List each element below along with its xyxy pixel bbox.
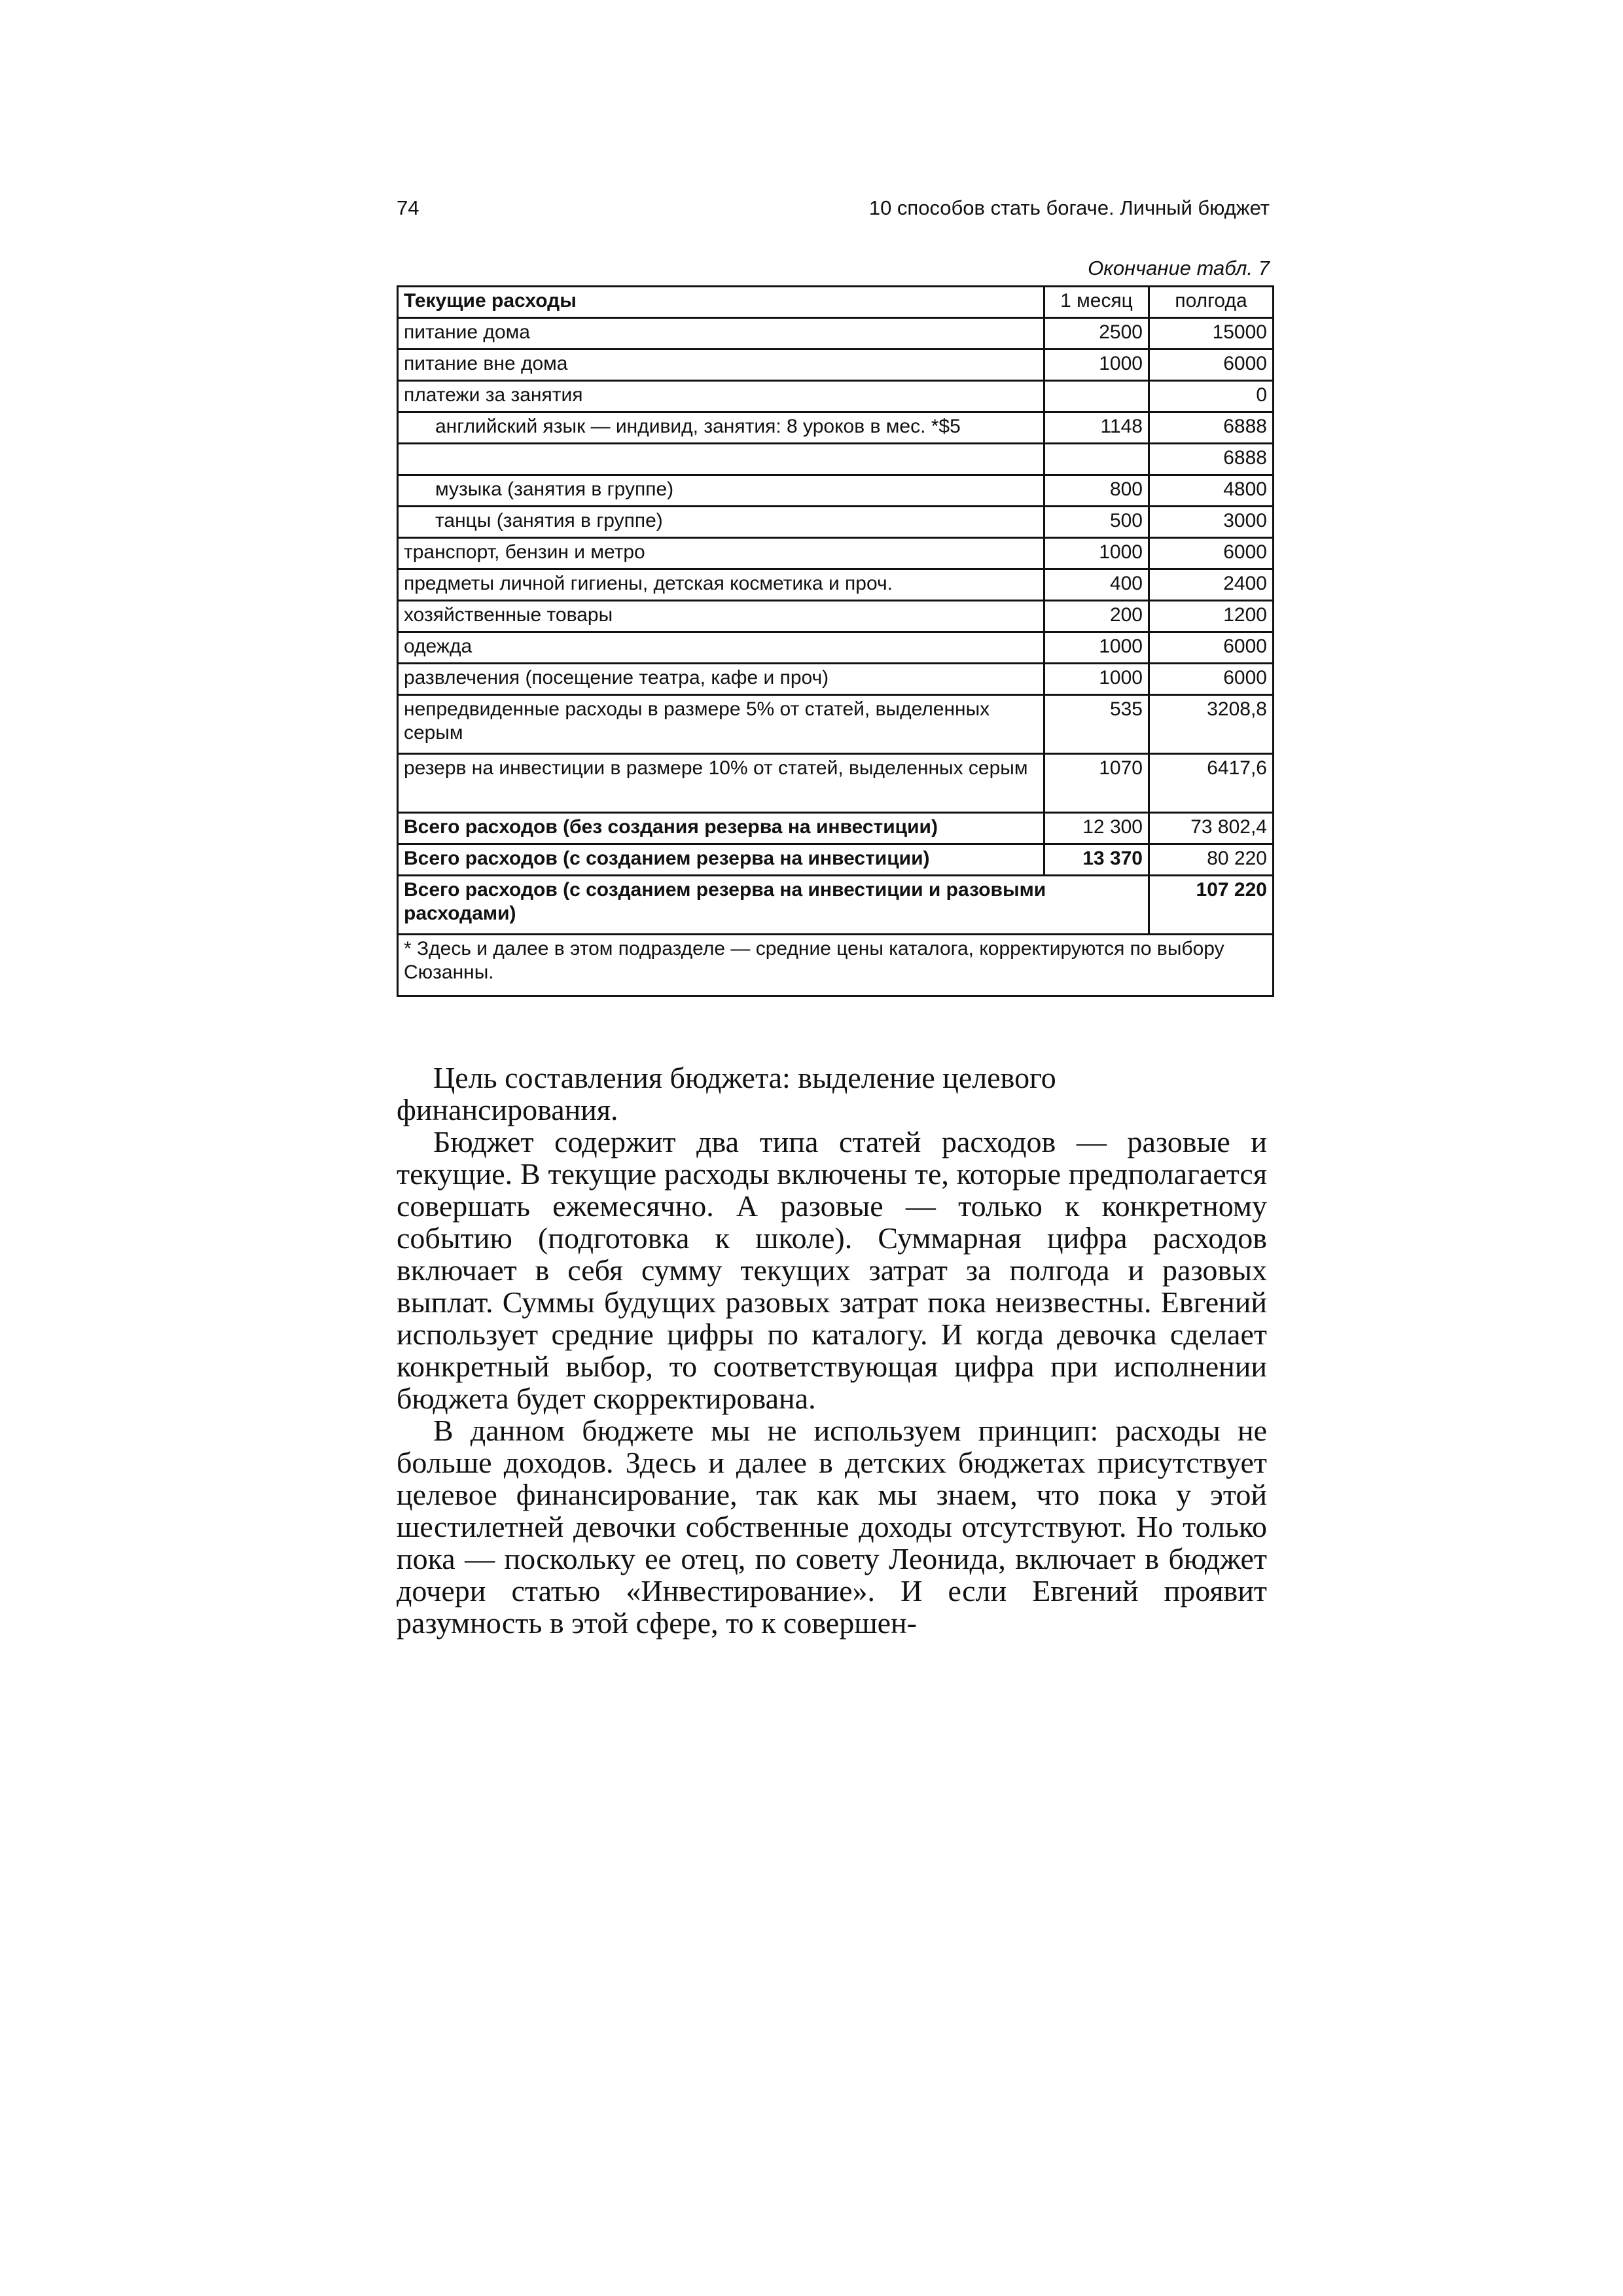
total-month: 12 300	[1044, 813, 1149, 844]
row-month	[1044, 444, 1149, 475]
table-row	[398, 475, 1274, 507]
row-half-year: 6000	[1149, 538, 1274, 569]
row-month: 200	[1044, 601, 1149, 632]
paragraph: Бюджет содержит два типа статей расходов — разовые и текущие. В текущие расходы включены те, которые предполагается совершать ежемесячно. А разовые — только к конкретному событию (подготовка к школе). Суммарная цифра расходов включает в себя сумму текущих затрат за полгода и разовых выплат. Суммы будущих разовых затрат пока неизвестны. Евгений использует средние цифры по каталогу. И когда девочка сделает конкретный выбор, то соответствующая цифра при исполнении бюджета будет скорректирована.	[397, 1125, 1267, 1415]
row-half-year: 6417,6	[1149, 754, 1274, 813]
row-half-year: 6888	[1149, 444, 1274, 475]
table-row	[398, 318, 1274, 350]
footnote-row	[398, 935, 1274, 996]
row-month: 800	[1044, 475, 1149, 507]
row-label: питание дома	[398, 318, 1044, 350]
row-half-year: 3000	[1149, 507, 1274, 538]
total-label: Всего расходов (без создания резерва на инвестиции)	[398, 813, 1044, 844]
row-month: 1148	[1044, 412, 1149, 444]
table-row	[398, 412, 1274, 444]
row-half-year: 15000	[1149, 318, 1274, 350]
row-label: предметы личной гигиены, детская косметика и проч.	[398, 569, 1044, 601]
table-row	[398, 381, 1274, 412]
total-label: Всего расходов (с созданием резерва на инвестиции)	[398, 844, 1044, 876]
row-month: 1070	[1044, 754, 1149, 813]
row-half-year: 6000	[1149, 632, 1274, 664]
table-row	[398, 664, 1274, 695]
row-label: резерв на инвестиции в размере 10% от статей, выделенных серым	[398, 754, 1044, 813]
row-label: транспорт, бензин и метро	[398, 538, 1044, 569]
row-label: музыка (занятия в группе)	[398, 475, 1044, 507]
table-row	[398, 538, 1274, 569]
table-header-row	[398, 287, 1274, 318]
table-caption: Окончание табл. 7	[1088, 257, 1270, 279]
row-half-year: 3208,8	[1149, 695, 1274, 754]
total-row-with-one-time	[398, 876, 1274, 935]
header-expenses: Текущие расходы	[398, 287, 1044, 318]
row-month	[1044, 381, 1149, 412]
total-half-year: 80 220	[1149, 844, 1274, 876]
row-half-year: 6000	[1149, 664, 1274, 695]
header-half-year: полгода	[1149, 287, 1274, 318]
running-title: 10 способов стать богаче. Личный бюджет	[868, 196, 1270, 219]
row-label: платежи за занятия	[398, 381, 1044, 412]
row-month: 1000	[1044, 664, 1149, 695]
row-month: 1000	[1044, 350, 1149, 381]
row-label: танцы (занятия в группе)	[398, 507, 1044, 538]
table-row	[398, 350, 1274, 381]
row-label: непредвиденные расходы в размере 5% от статей, выделенных серым	[398, 695, 1044, 754]
table-row	[398, 754, 1274, 813]
row-month: 500	[1044, 507, 1149, 538]
header-month: 1 месяц	[1044, 287, 1149, 318]
row-label	[398, 444, 1044, 475]
row-half-year: 1200	[1149, 601, 1274, 632]
row-label: одежда	[398, 632, 1044, 664]
budget-table	[397, 285, 1274, 997]
total-half-year: 107 220	[1149, 876, 1274, 935]
row-month: 2500	[1044, 318, 1149, 350]
total-half-year: 73 802,4	[1149, 813, 1274, 844]
row-half-year: 6888	[1149, 412, 1274, 444]
table-footnote: * Здесь и далее в этом подразделе — средние цены каталога, корректируются по выбору Сюзанны.	[398, 935, 1274, 996]
row-label: английский язык — индивид, занятия: 8 уроков в мес. *$5	[398, 412, 1044, 444]
body-text	[397, 1062, 1267, 1639]
row-label: питание вне дома	[398, 350, 1044, 381]
table-row	[398, 632, 1274, 664]
paragraph: Цель составления бюджета: выделение целевого финансирования.	[397, 1061, 1056, 1126]
table-row	[398, 444, 1274, 475]
table-row	[398, 569, 1274, 601]
row-half-year: 0	[1149, 381, 1274, 412]
row-month: 1000	[1044, 632, 1149, 664]
row-label: хозяйственные товары	[398, 601, 1044, 632]
row-label: развлечения (посещение театра, кафе и проч)	[398, 664, 1044, 695]
running-header	[397, 194, 1270, 223]
total-row-with-reserve	[398, 844, 1274, 876]
table-row	[398, 695, 1274, 754]
row-half-year: 4800	[1149, 475, 1274, 507]
total-month: 13 370	[1044, 844, 1149, 876]
row-month: 535	[1044, 695, 1149, 754]
total-row-without-reserve	[398, 813, 1274, 844]
row-half-year: 6000	[1149, 350, 1274, 381]
total-label: Всего расходов (с созданием резерва на инвестиции и разовыми расходами)	[398, 876, 1149, 935]
page-number: 74	[397, 196, 419, 219]
row-month: 400	[1044, 569, 1149, 601]
table-row	[398, 507, 1274, 538]
row-half-year: 2400	[1149, 569, 1274, 601]
table-row	[398, 601, 1274, 632]
paragraph: В данном бюджете мы не используем принцип: расходы не больше доходов. Здесь и далее в детских бюджетах присутствует целевое финансирование, так как мы знаем, что пока у этой шестилетней девочки собственные доходы отсутствуют. Но только пока — поскольку ее отец, по совету Леонида, включает в бюджет дочери статью «Инвестирование». И если Евгений проявит разумность в этой сфере, то к совершен-	[397, 1414, 1267, 1640]
row-month: 1000	[1044, 538, 1149, 569]
